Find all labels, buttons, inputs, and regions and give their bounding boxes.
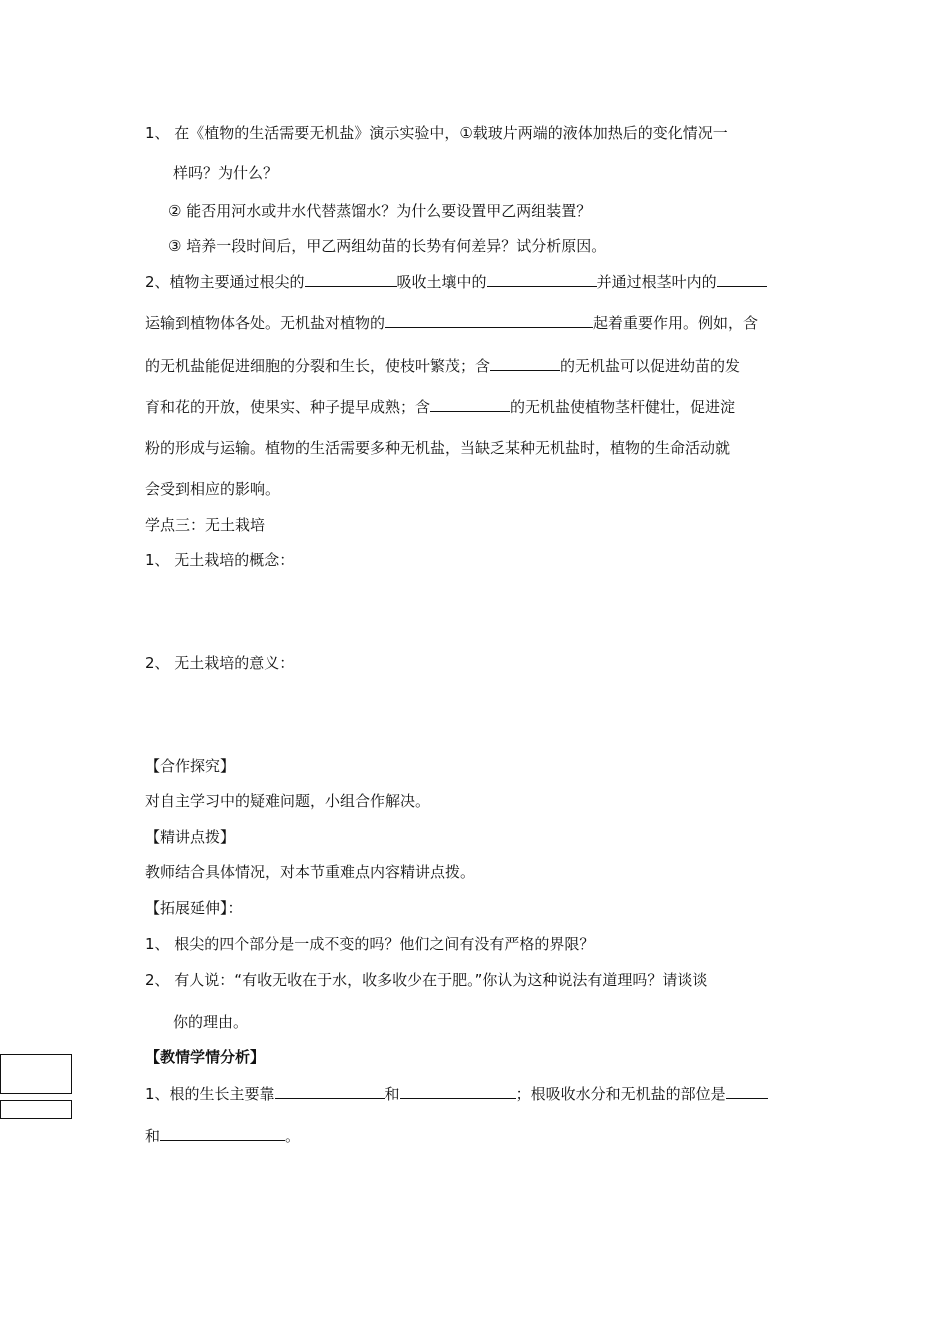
margin-box-small [0, 1100, 72, 1119]
q2-text: 的无机盐能促进细胞的分裂和生长，使枝叶繁茂；含 [145, 357, 491, 375]
blank-effect[interactable] [385, 313, 593, 328]
coop-body: 对自主学习中的疑难问题，小组合作解决。 [145, 792, 431, 810]
q1-sub3: ③ 培养一段时间后，甲乙两组幼苗的长势有何差异？试分析原因。 [168, 237, 607, 255]
s3-q1: 1、 无土栽培的概念： [145, 551, 295, 569]
blank-element-3[interactable] [430, 397, 510, 412]
blank-absorb-site-1[interactable] [726, 1084, 768, 1099]
margin-box-large [0, 1054, 72, 1094]
q2-text: 育和花的开放，使果实、种子提早成熟；含 [145, 398, 431, 416]
analysis-line1 [145, 1084, 768, 1104]
q2-text: 运输到植物体各处。无机盐对植物的 [145, 314, 386, 332]
ext-q2-line1: 2、 有人说：“有收无收在于水，收多收少在于肥。”你认为这种说法有道理吗？请谈谈 [145, 971, 708, 989]
analysis-title: 【教情学情分析】 [145, 1048, 266, 1066]
q1-line1: 1、 在《植物的生活需要无机盐》演示实验中，①载玻片两端的液体加热后的变化情况一 [145, 124, 728, 142]
blank-growth-2[interactable] [400, 1084, 516, 1099]
ext-title: 【拓展延伸】： [145, 899, 243, 917]
q2-line5: 粉的形成与运输。植物的生活需要多种无机盐，当缺乏某种无机盐时，植物的生命活动就 [145, 439, 731, 457]
coop-title: 【合作探究】 [145, 757, 236, 775]
blank-absorbed[interactable] [487, 272, 597, 287]
an-text: 和 [145, 1127, 161, 1145]
q2-text: 起着重要作用。例如，含 [593, 314, 759, 332]
blank-vessel[interactable] [717, 272, 767, 287]
blank-growth-1[interactable] [275, 1084, 385, 1099]
jj-title: 【精讲点拨】 [145, 828, 236, 846]
jj-body: 教师结合具体情况，对本节重难点内容精讲点拨。 [145, 863, 476, 881]
q2-text: 吸收土壤中的 [396, 273, 487, 291]
section-3-title: 学点三：无土栽培 [145, 516, 266, 534]
an-text: 。 [285, 1127, 301, 1145]
q2-text: 2、植物主要通过根尖的 [145, 273, 305, 291]
an-text: 和 [384, 1085, 400, 1103]
q2-line4 [145, 397, 735, 417]
ext-q1: 1、 根尖的四个部分是一成不变的吗？他们之间有没有严格的界限？ [145, 935, 595, 953]
q1-sub2: ② 能否用河水或井水代替蒸馏水？为什么要设置甲乙两组装置？ [168, 202, 592, 220]
blank-root-region[interactable] [305, 272, 397, 287]
q2-line1 [145, 272, 767, 292]
analysis-line2 [145, 1126, 300, 1146]
q2-line6: 会受到相应的影响。 [145, 480, 281, 498]
s3-q2: 2、 无土栽培的意义： [145, 654, 295, 672]
q2-text: 的无机盐使植物茎杆健壮，促进淀 [510, 398, 736, 416]
ext-q2-line2: 你的理由。 [173, 1013, 249, 1031]
q2-line3 [145, 356, 740, 376]
q1-line2: 样吗？为什么？ [173, 164, 279, 182]
blank-absorb-site-2[interactable] [160, 1126, 285, 1141]
blank-element-2[interactable] [490, 356, 560, 371]
q2-text: 的无机盐可以促进幼苗的发 [560, 357, 741, 375]
an-text: ；根吸收水分和无机盐的部位是 [515, 1085, 726, 1103]
an-text: 1、根的生长主要靠 [145, 1085, 275, 1103]
q2-text: 并通过根茎叶内的 [596, 273, 717, 291]
q2-line2 [145, 313, 758, 333]
